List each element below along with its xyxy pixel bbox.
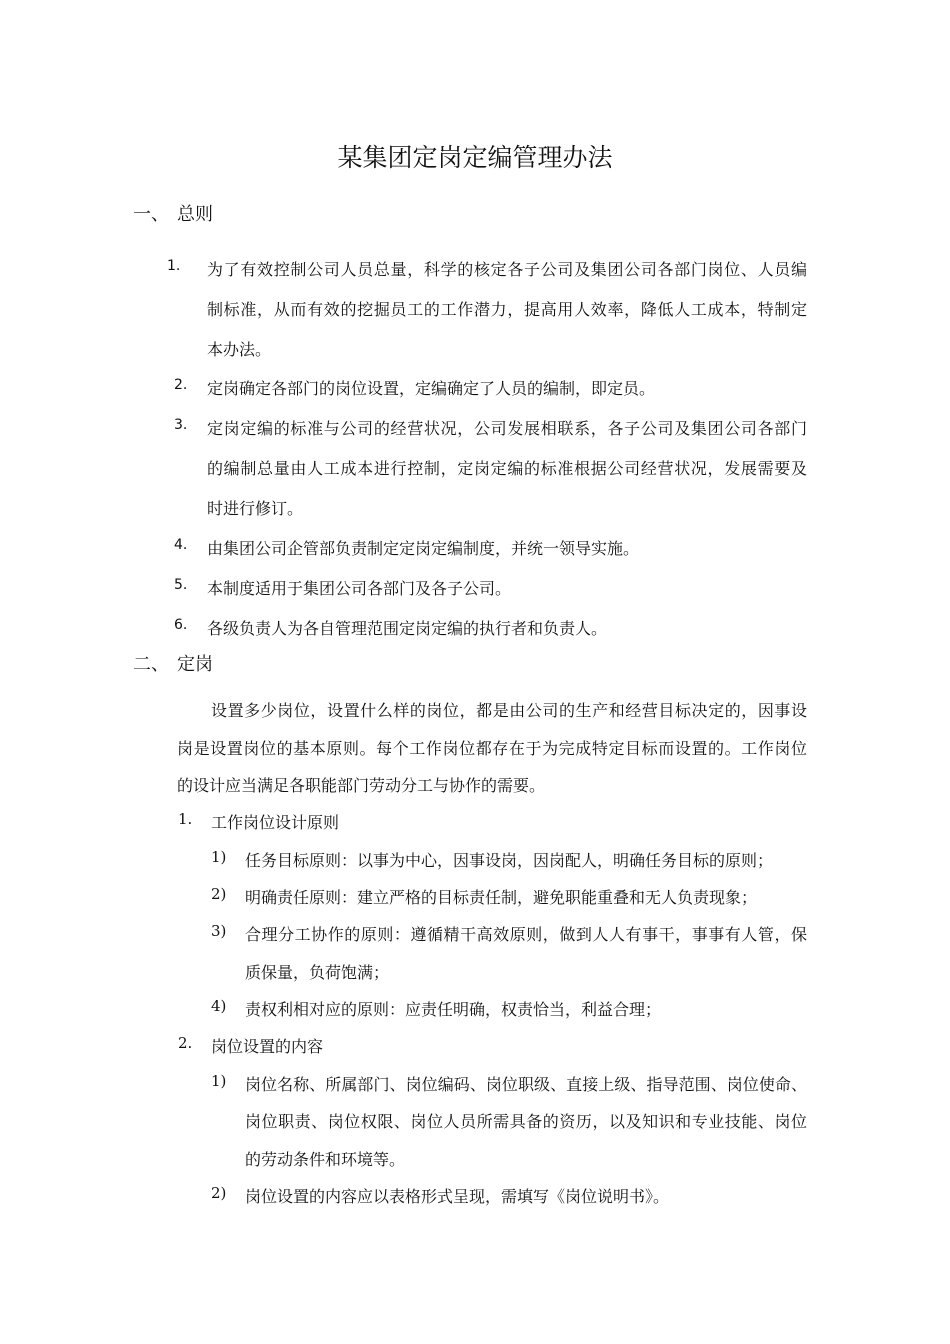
s2-item-1-sub-4-number: 4) — [211, 997, 227, 1015]
s1-item-3-number: 3. — [174, 417, 188, 433]
s1-item-2-line-1: 定岗确定各部门的岗位设置，定编确定了人员的编制，即定员。 — [207, 379, 656, 398]
s1-item-2-number: 2. — [174, 377, 188, 393]
s2-item-2-sub-2-line-1: 岗位设置的内容应以表格形式呈现，需填写《岗位说明书》。 — [245, 1187, 670, 1206]
s1-item-4-number: 4. — [174, 537, 188, 553]
s2-item-1-sub-4-line-1: 责权利相对应的原则：应责任明确，权责恰当，利益合理； — [245, 1000, 662, 1019]
document-title: 某集团定岗定编管理办法 — [337, 143, 613, 172]
s1-item-4-line-1: 由集团公司企管部负责制定定岗定编制度，并统一领导实施。 — [207, 539, 640, 558]
s2-item-1-sub-3-line-1: 合理分工协作的原则：遵循精干高效原则，做到人人有事干，事事有人管，保 — [245, 925, 807, 944]
section-2-title: 定岗 — [177, 654, 213, 675]
s2-para-line-1: 设置多少岗位，设置什么样的岗位，都是由公司的生产和经营目标决定的，因事设 — [211, 701, 807, 720]
s2-item-1-sub-2-number: 2) — [211, 885, 227, 903]
s1-item-1-line-3: 本办法。 — [207, 340, 272, 359]
s2-item-2-heading: 岗位设置的内容 — [211, 1037, 324, 1056]
s1-item-3-line-2: 的编制总量由人工成本进行控制，定岗定编的标准根据公司经营状况，发展需要及 — [207, 459, 807, 478]
s2-item-1-number: 1. — [178, 810, 193, 828]
s2-item-1-sub-2-line-1: 明确责任原则：建立严格的目标责任制，避免职能重叠和无人负责现象； — [245, 888, 758, 907]
s2-para-line-2: 岗是设置岗位的基本原则。每个工作岗位都存在于为完成特定目标而设置的。工作岗位 — [177, 739, 807, 758]
s1-item-5-line-1: 本制度适用于集团公司各部门及各子公司。 — [207, 579, 512, 598]
s2-item-1-sub-1-line-1: 任务目标原则：以事为中心，因事设岗，因岗配人，明确任务目标的原则； — [245, 851, 774, 870]
s2-item-2-number: 2. — [178, 1034, 193, 1052]
s2-para-line-3: 的设计应当满足各职能部门劳动分工与协作的需要。 — [177, 776, 546, 795]
s1-item-6-line-1: 各级负责人为各自管理范围定岗定编的执行者和负责人。 — [207, 619, 608, 638]
s1-item-3-line-1: 定岗定编的标准与公司的经营状况，公司发展相联系，各子公司及集团公司各部门 — [207, 419, 807, 438]
s2-item-2-sub-1-number: 1) — [211, 1072, 227, 1090]
s2-item-1-sub-3-line-2: 质保量，负荷饱满； — [245, 963, 390, 982]
s2-item-2-sub-1-line-1: 岗位名称、所属部门、岗位编码、岗位职级、直接上级、指导范围、岗位使命、 — [245, 1075, 807, 1094]
section-1-number: 一、 — [133, 204, 169, 225]
s1-item-1-line-2: 制标准，从而有效的挖掘员工的工作潜力，提高用人效率，降低人工成本，特制定 — [207, 300, 807, 319]
s1-item-1-line-1: 为了有效控制公司人员总量，科学的核定各子公司及集团公司各部门岗位、人员编 — [207, 260, 807, 279]
s2-item-2-sub-1-line-2: 岗位职责、岗位权限、岗位人员所需具备的资历，以及知识和专业技能、岗位 — [245, 1112, 807, 1131]
s1-item-1-number: 1. — [167, 258, 181, 274]
s2-item-1-sub-3-number: 3) — [211, 922, 227, 940]
s2-item-1-sub-1-number: 1) — [211, 848, 227, 866]
s2-item-2-sub-1-line-3: 的劳动条件和环境等。 — [245, 1150, 406, 1169]
section-1-title: 总则 — [177, 204, 213, 225]
s1-item-3-line-3: 时进行修订。 — [207, 499, 304, 518]
s2-item-1-heading: 工作岗位设计原则 — [211, 813, 340, 832]
s1-item-5-number: 5. — [174, 577, 188, 593]
section-2-number: 二、 — [133, 654, 169, 675]
s1-item-6-number: 6. — [174, 617, 188, 633]
s2-item-2-sub-2-number: 2) — [211, 1184, 227, 1202]
